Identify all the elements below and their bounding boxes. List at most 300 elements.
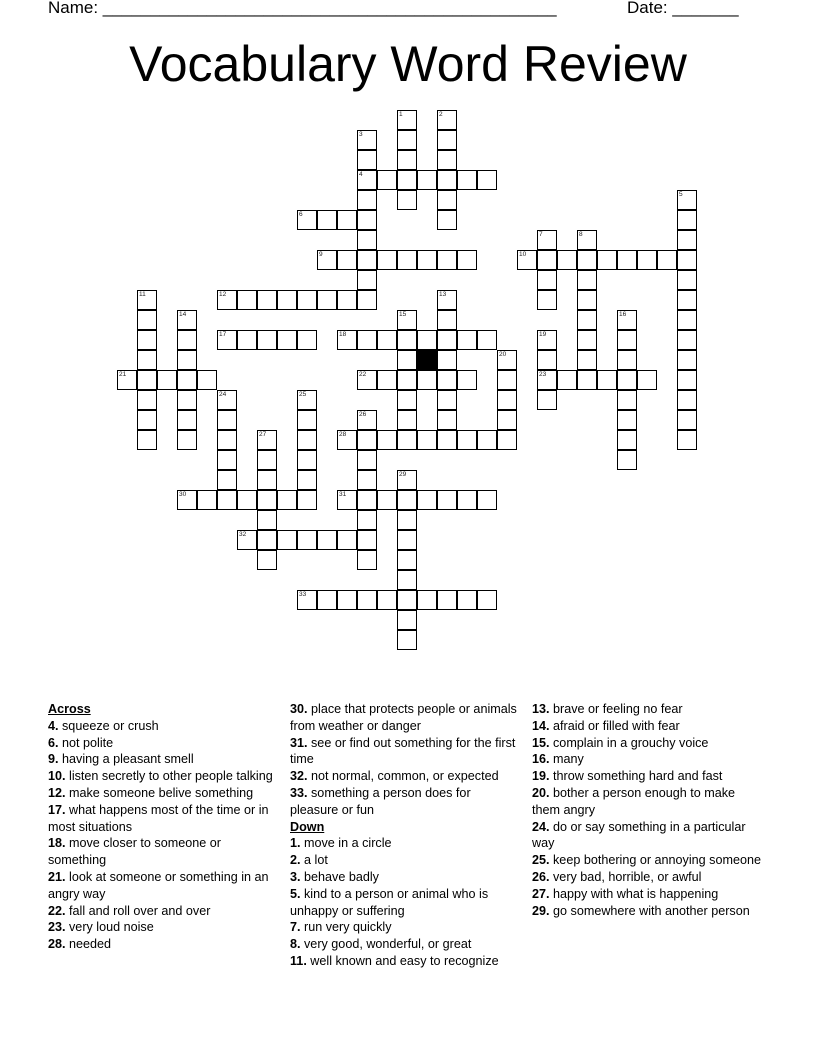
- clue-text: listen secretly to other people talking: [65, 769, 273, 784]
- grid-cell[interactable]: [437, 350, 457, 370]
- grid-cell[interactable]: [397, 150, 417, 170]
- clue-text: not normal, common, or expected: [307, 769, 499, 784]
- grid-cell[interactable]: [457, 370, 477, 390]
- across-clue: [48, 768, 280, 785]
- grid-cell[interactable]: [217, 450, 237, 470]
- grid-cell[interactable]: [257, 330, 277, 350]
- down-clue: [532, 852, 764, 869]
- clue-number-label: 27: [259, 431, 267, 438]
- grid-cell[interactable]: [357, 530, 377, 550]
- clue-number: 13.: [532, 702, 550, 716]
- grid-cell[interactable]: [297, 290, 317, 310]
- clue-text: not polite: [58, 735, 114, 750]
- grid-cell[interactable]: [417, 170, 437, 190]
- down-clue: [290, 852, 520, 869]
- clue-text: look at someone or something in an angry way: [48, 869, 269, 901]
- grid-cell[interactable]: [357, 450, 377, 470]
- grid-cell[interactable]: [297, 530, 317, 550]
- grid-cell[interactable]: [357, 270, 377, 290]
- grid-cell[interactable]: [397, 510, 417, 530]
- grid-cell[interactable]: [637, 370, 657, 390]
- grid-cell[interactable]: [177, 430, 197, 450]
- clue-number: 31.: [290, 735, 308, 750]
- grid-cell[interactable]: [677, 210, 697, 230]
- clue-number-label: 8: [579, 231, 583, 238]
- grid-cell[interactable]: [437, 250, 457, 270]
- grid-cell[interactable]: [537, 390, 557, 410]
- clue-number: 17.: [48, 802, 66, 817]
- clue-number: 5.: [290, 886, 301, 901]
- grid-cell[interactable]: [457, 490, 477, 510]
- clue-text: move closer to someone or something: [48, 836, 221, 868]
- clue-text: needed: [65, 937, 112, 952]
- grid-cell[interactable]: [377, 590, 397, 610]
- clue-text: complain in a grouchy voice: [549, 735, 709, 750]
- grid-cell[interactable]: [437, 490, 457, 510]
- grid-cell[interactable]: [397, 410, 417, 430]
- across-heading: Across: [48, 702, 91, 716]
- down-clue: [532, 819, 764, 853]
- across-clue: [48, 936, 280, 953]
- clue-text: squeeze or crush: [58, 718, 159, 733]
- grid-cell[interactable]: [377, 170, 397, 190]
- clue-number-label: 1: [399, 111, 403, 118]
- grid-cell[interactable]: [397, 390, 417, 410]
- clue-text: afraid or filled with fear: [549, 718, 680, 733]
- grid-cell[interactable]: [437, 170, 457, 190]
- grid-cell[interactable]: [377, 490, 397, 510]
- grid-cell[interactable]: [417, 490, 437, 510]
- grid-cell[interactable]: [437, 130, 457, 150]
- grid-cell[interactable]: [397, 350, 417, 370]
- grid-cell[interactable]: [357, 190, 377, 210]
- grid-cell[interactable]: [497, 410, 517, 430]
- grid-cell[interactable]: [337, 290, 357, 310]
- grid-cell[interactable]: [377, 330, 397, 350]
- grid-cell[interactable]: [397, 430, 417, 450]
- clue-text: brave or feeling no fear: [549, 702, 683, 716]
- clue-number: 6.: [48, 735, 59, 750]
- grid-cell[interactable]: [137, 410, 157, 430]
- clue-number-label: 30: [179, 491, 187, 498]
- grid-cell[interactable]: [297, 470, 317, 490]
- grid-cell[interactable]: [357, 510, 377, 530]
- grid-cell[interactable]: [397, 570, 417, 590]
- grid-cell[interactable]: [577, 310, 597, 330]
- grid-cell[interactable]: [357, 150, 377, 170]
- grid-cell[interactable]: [237, 490, 257, 510]
- clue-number-label: 28: [339, 431, 347, 438]
- grid-cell[interactable]: [397, 630, 417, 650]
- down-clue: [290, 953, 520, 970]
- grid-cell[interactable]: [457, 590, 477, 610]
- grid-cell[interactable]: [577, 290, 597, 310]
- grid-cell[interactable]: [617, 410, 637, 430]
- grid-cell[interactable]: [157, 370, 177, 390]
- grid-cell[interactable]: [677, 350, 697, 370]
- down-clue: [532, 701, 764, 718]
- grid-cell[interactable]: [397, 370, 417, 390]
- grid-cell[interactable]: [397, 490, 417, 510]
- grid-cell[interactable]: [457, 430, 477, 450]
- down-clue: [290, 886, 520, 920]
- clue-number-label: 6: [299, 211, 303, 218]
- clue-number-label: 19: [539, 331, 547, 338]
- grid-cell[interactable]: [177, 350, 197, 370]
- across-clue: [48, 919, 280, 936]
- grid-cell[interactable]: [617, 390, 637, 410]
- down-heading: Down: [290, 819, 325, 834]
- clue-column-2: [290, 701, 520, 970]
- clue-text: see or find out something for the first time: [290, 735, 516, 767]
- clue-number-label: 20: [499, 351, 507, 358]
- across-clue: [48, 802, 280, 836]
- grid-cell[interactable]: [477, 170, 497, 190]
- grid-cell[interactable]: [677, 270, 697, 290]
- grid-cell[interactable]: [137, 430, 157, 450]
- across-clue: [48, 751, 280, 768]
- grid-cell[interactable]: [297, 330, 317, 350]
- grid-cell[interactable]: [617, 370, 637, 390]
- down-clue: [532, 785, 764, 819]
- grid-cell[interactable]: [377, 430, 397, 450]
- grid-cell[interactable]: [457, 170, 477, 190]
- clue-number-label: 3: [359, 131, 363, 138]
- clue-text: make someone belive something: [65, 785, 254, 800]
- shaded-cell: [417, 350, 437, 370]
- grid-cell[interactable]: [177, 370, 197, 390]
- clue-number: 22.: [48, 903, 66, 918]
- clue-number: 11.: [290, 953, 307, 968]
- across-clue: [290, 701, 520, 735]
- grid-cell[interactable]: [137, 390, 157, 410]
- grid-cell[interactable]: [217, 490, 237, 510]
- grid-cell[interactable]: [577, 270, 597, 290]
- grid-cell[interactable]: [337, 530, 357, 550]
- grid-cell[interactable]: [677, 410, 697, 430]
- clue-number-label: 25: [299, 391, 307, 398]
- clue-text: well known and easy to recognize: [306, 953, 499, 968]
- grid-cell[interactable]: [217, 470, 237, 490]
- grid-cell[interactable]: [197, 490, 217, 510]
- grid-cell[interactable]: [277, 530, 297, 550]
- grid-cell[interactable]: [577, 250, 597, 270]
- grid-cell[interactable]: [197, 370, 217, 390]
- grid-cell[interactable]: [137, 370, 157, 390]
- grid-cell[interactable]: [617, 330, 637, 350]
- across-clue: [48, 835, 280, 869]
- grid-cell[interactable]: [297, 430, 317, 450]
- grid-cell[interactable]: [217, 410, 237, 430]
- clue-number-label: 21: [119, 371, 127, 378]
- grid-cell[interactable]: [677, 330, 697, 350]
- grid-cell[interactable]: [617, 250, 637, 270]
- clue-number-label: 16: [619, 311, 627, 318]
- clue-number: 26.: [532, 869, 550, 884]
- clue-number: 23.: [48, 920, 66, 935]
- across-clues-part-1: [48, 718, 280, 953]
- clue-number: 1.: [290, 836, 301, 851]
- clue-text: something a person does for pleasure or fun: [290, 785, 471, 817]
- grid-cell[interactable]: [437, 190, 457, 210]
- across-clue: [48, 785, 280, 802]
- grid-cell[interactable]: [257, 470, 277, 490]
- clue-number-label: 18: [339, 331, 347, 338]
- grid-cell[interactable]: [577, 350, 597, 370]
- down-clue: [290, 835, 520, 852]
- down-clue: [290, 869, 520, 886]
- grid-cell[interactable]: [677, 430, 697, 450]
- grid-cell[interactable]: [437, 330, 457, 350]
- grid-cell[interactable]: [357, 490, 377, 510]
- clue-number-label: 12: [219, 291, 227, 298]
- clue-text: fall and roll over and over: [65, 903, 211, 918]
- grid-cell[interactable]: [437, 410, 457, 430]
- grid-cell[interactable]: [497, 390, 517, 410]
- clue-number-label: 7: [539, 231, 543, 238]
- grid-cell[interactable]: [417, 250, 437, 270]
- clue-number-label: 15: [399, 311, 407, 318]
- clue-number-label: 10: [519, 251, 527, 258]
- grid-cell[interactable]: [537, 350, 557, 370]
- grid-cell[interactable]: [317, 590, 337, 610]
- grid-cell[interactable]: [577, 330, 597, 350]
- grid-cell[interactable]: [557, 250, 577, 270]
- grid-cell[interactable]: [137, 310, 157, 330]
- clue-text: happy with what is happening: [549, 886, 719, 901]
- grid-cell[interactable]: [597, 370, 617, 390]
- grid-cell[interactable]: [657, 250, 677, 270]
- down-clue: [532, 751, 764, 768]
- grid-cell[interactable]: [317, 530, 337, 550]
- grid-cell[interactable]: [237, 290, 257, 310]
- grid-cell[interactable]: [417, 370, 437, 390]
- down-clue: [532, 735, 764, 752]
- grid-cell[interactable]: [617, 350, 637, 370]
- across-clues-part-2: [290, 701, 520, 819]
- clue-text: very bad, horrible, or awful: [549, 869, 702, 884]
- clue-number-label: 13: [439, 291, 447, 298]
- clue-number: 20.: [532, 785, 550, 800]
- grid-cell[interactable]: [357, 290, 377, 310]
- grid-cell[interactable]: [417, 330, 437, 350]
- grid-cell[interactable]: [397, 610, 417, 630]
- clue-number: 16.: [532, 752, 550, 767]
- clue-text: very good, wonderful, or great: [300, 937, 472, 952]
- grid-cell[interactable]: [337, 210, 357, 230]
- grid-cell[interactable]: [357, 550, 377, 570]
- clue-text: kind to a person or animal who is unhappy or suffering: [290, 886, 489, 918]
- grid-cell[interactable]: [357, 330, 377, 350]
- clue-text: many: [549, 752, 584, 767]
- grid-cell[interactable]: [677, 310, 697, 330]
- clue-text: having a pleasant smell: [58, 752, 194, 767]
- down-clue: [532, 903, 764, 920]
- grid-cell[interactable]: [397, 190, 417, 210]
- clue-number: 14.: [532, 718, 550, 733]
- grid-cell[interactable]: [297, 490, 317, 510]
- grid-cell[interactable]: [677, 250, 697, 270]
- clue-number: 21.: [48, 869, 66, 884]
- grid-cell[interactable]: [377, 250, 397, 270]
- grid-cell[interactable]: [357, 250, 377, 270]
- clue-column-3: [532, 701, 764, 919]
- grid-cell[interactable]: [437, 210, 457, 230]
- grid-cell[interactable]: [677, 370, 697, 390]
- grid-cell[interactable]: [137, 330, 157, 350]
- clue-number: 18.: [48, 836, 66, 851]
- clue-number: 29.: [532, 903, 550, 918]
- grid-cell[interactable]: [177, 410, 197, 430]
- clue-number: 28.: [48, 937, 66, 952]
- grid-cell[interactable]: [597, 250, 617, 270]
- grid-cell[interactable]: [497, 430, 517, 450]
- grid-cell[interactable]: [357, 590, 377, 610]
- grid-cell[interactable]: [677, 290, 697, 310]
- clue-number: 10.: [48, 769, 66, 784]
- grid-cell[interactable]: [437, 590, 457, 610]
- clue-text: behave badly: [300, 869, 379, 884]
- down-clue: [532, 886, 764, 903]
- clue-number: 19.: [532, 769, 550, 784]
- grid-cell[interactable]: [257, 290, 277, 310]
- grid-cell[interactable]: [437, 150, 457, 170]
- clue-number-label: 31: [339, 491, 347, 498]
- across-clue: [290, 768, 520, 785]
- across-clue: [48, 903, 280, 920]
- down-clue: [532, 869, 764, 886]
- grid-cell[interactable]: [337, 590, 357, 610]
- clue-text: what happens most of the time or in most situations: [48, 802, 269, 834]
- grid-cell[interactable]: [257, 450, 277, 470]
- grid-cell[interactable]: [397, 530, 417, 550]
- grid-cell[interactable]: [437, 370, 457, 390]
- grid-cell[interactable]: [637, 250, 657, 270]
- grid-cell[interactable]: [137, 350, 157, 370]
- clue-number: 12.: [48, 785, 66, 800]
- clue-number: 27.: [532, 886, 550, 901]
- clue-number: 32.: [290, 769, 308, 784]
- clue-number: 15.: [532, 735, 550, 750]
- clue-text: run very quickly: [300, 920, 392, 935]
- grid-cell[interactable]: [357, 210, 377, 230]
- down-clues-part-1: [290, 835, 520, 969]
- grid-cell[interactable]: [577, 370, 597, 390]
- clue-text: do or say something in a particular way: [532, 819, 746, 851]
- grid-cell[interactable]: [397, 590, 417, 610]
- clue-text: throw something hard and fast: [549, 769, 723, 784]
- clue-number-label: 4: [359, 171, 363, 178]
- grid-cell[interactable]: [417, 430, 437, 450]
- grid-cell[interactable]: [177, 390, 197, 410]
- clue-number: 30.: [290, 702, 308, 716]
- grid-cell[interactable]: [397, 250, 417, 270]
- grid-cell[interactable]: [477, 490, 497, 510]
- grid-cell[interactable]: [237, 330, 257, 350]
- grid-cell[interactable]: [477, 330, 497, 350]
- grid-cell[interactable]: [277, 330, 297, 350]
- clue-text: place that protects people or animals from weather or danger: [290, 702, 517, 733]
- grid-cell[interactable]: [397, 330, 417, 350]
- grid-cell[interactable]: [677, 230, 697, 250]
- clue-number: 24.: [532, 819, 550, 834]
- grid-cell[interactable]: [537, 250, 557, 270]
- grid-cell[interactable]: [277, 490, 297, 510]
- clue-number-label: 11: [139, 291, 146, 298]
- grid-cell[interactable]: [357, 230, 377, 250]
- grid-cell[interactable]: [457, 250, 477, 270]
- page-title: Vocabulary Word Review: [129, 36, 687, 92]
- clue-text: a lot: [300, 853, 328, 868]
- clue-column-1: [48, 701, 280, 953]
- clue-number-label: 5: [679, 191, 683, 198]
- grid-cell[interactable]: [437, 390, 457, 410]
- down-clue: [290, 936, 520, 953]
- grid-cell[interactable]: [677, 390, 697, 410]
- grid-cell[interactable]: [617, 450, 637, 470]
- across-clue: [48, 735, 280, 752]
- down-clues-part-2: [532, 701, 764, 919]
- grid-cell[interactable]: [437, 310, 457, 330]
- name-field[interactable]: Name: ________________________________________________: [48, 0, 557, 17]
- grid-cell[interactable]: [357, 430, 377, 450]
- grid-cell[interactable]: [557, 370, 577, 390]
- grid-cell[interactable]: [337, 250, 357, 270]
- grid-cell[interactable]: [537, 290, 557, 310]
- down-clue: [532, 768, 764, 785]
- grid-cell[interactable]: [257, 530, 277, 550]
- down-clue: [290, 919, 520, 936]
- grid-cell[interactable]: [397, 170, 417, 190]
- grid-cell[interactable]: [397, 550, 417, 570]
- grid-cell[interactable]: [497, 370, 517, 390]
- clue-text: bother a person enough to make them angry: [532, 785, 736, 817]
- grid-cell[interactable]: [257, 550, 277, 570]
- grid-cell[interactable]: [537, 270, 557, 290]
- grid-cell[interactable]: [417, 590, 437, 610]
- grid-cell[interactable]: [317, 290, 337, 310]
- grid-cell[interactable]: [397, 130, 417, 150]
- clue-number: 33.: [290, 785, 308, 800]
- grid-cell[interactable]: [297, 450, 317, 470]
- clue-number: 3.: [290, 869, 301, 884]
- grid-cell[interactable]: [477, 590, 497, 610]
- clue-number-label: 32: [239, 531, 247, 538]
- grid-cell[interactable]: [277, 290, 297, 310]
- grid-cell[interactable]: [177, 330, 197, 350]
- grid-cell[interactable]: [257, 510, 277, 530]
- date-field[interactable]: Date: _______: [627, 0, 739, 17]
- clue-number-label: 33: [299, 591, 307, 598]
- clue-number-label: 17: [219, 331, 227, 338]
- grid-cell[interactable]: [257, 490, 277, 510]
- grid-cell[interactable]: [317, 210, 337, 230]
- clue-number-label: 22: [359, 371, 367, 378]
- clue-text: move in a circle: [300, 836, 392, 851]
- grid-cell[interactable]: [617, 430, 637, 450]
- clue-number: 7.: [290, 920, 301, 935]
- grid-cell[interactable]: [377, 370, 397, 390]
- clue-text: very loud noise: [65, 920, 154, 935]
- clue-number: 9.: [48, 752, 59, 767]
- grid-cell[interactable]: [217, 430, 237, 450]
- grid-cell[interactable]: [477, 430, 497, 450]
- clue-number: 25.: [532, 853, 550, 868]
- grid-cell[interactable]: [297, 410, 317, 430]
- grid-cell[interactable]: [457, 330, 477, 350]
- grid-cell[interactable]: [437, 430, 457, 450]
- grid-cell[interactable]: [357, 470, 377, 490]
